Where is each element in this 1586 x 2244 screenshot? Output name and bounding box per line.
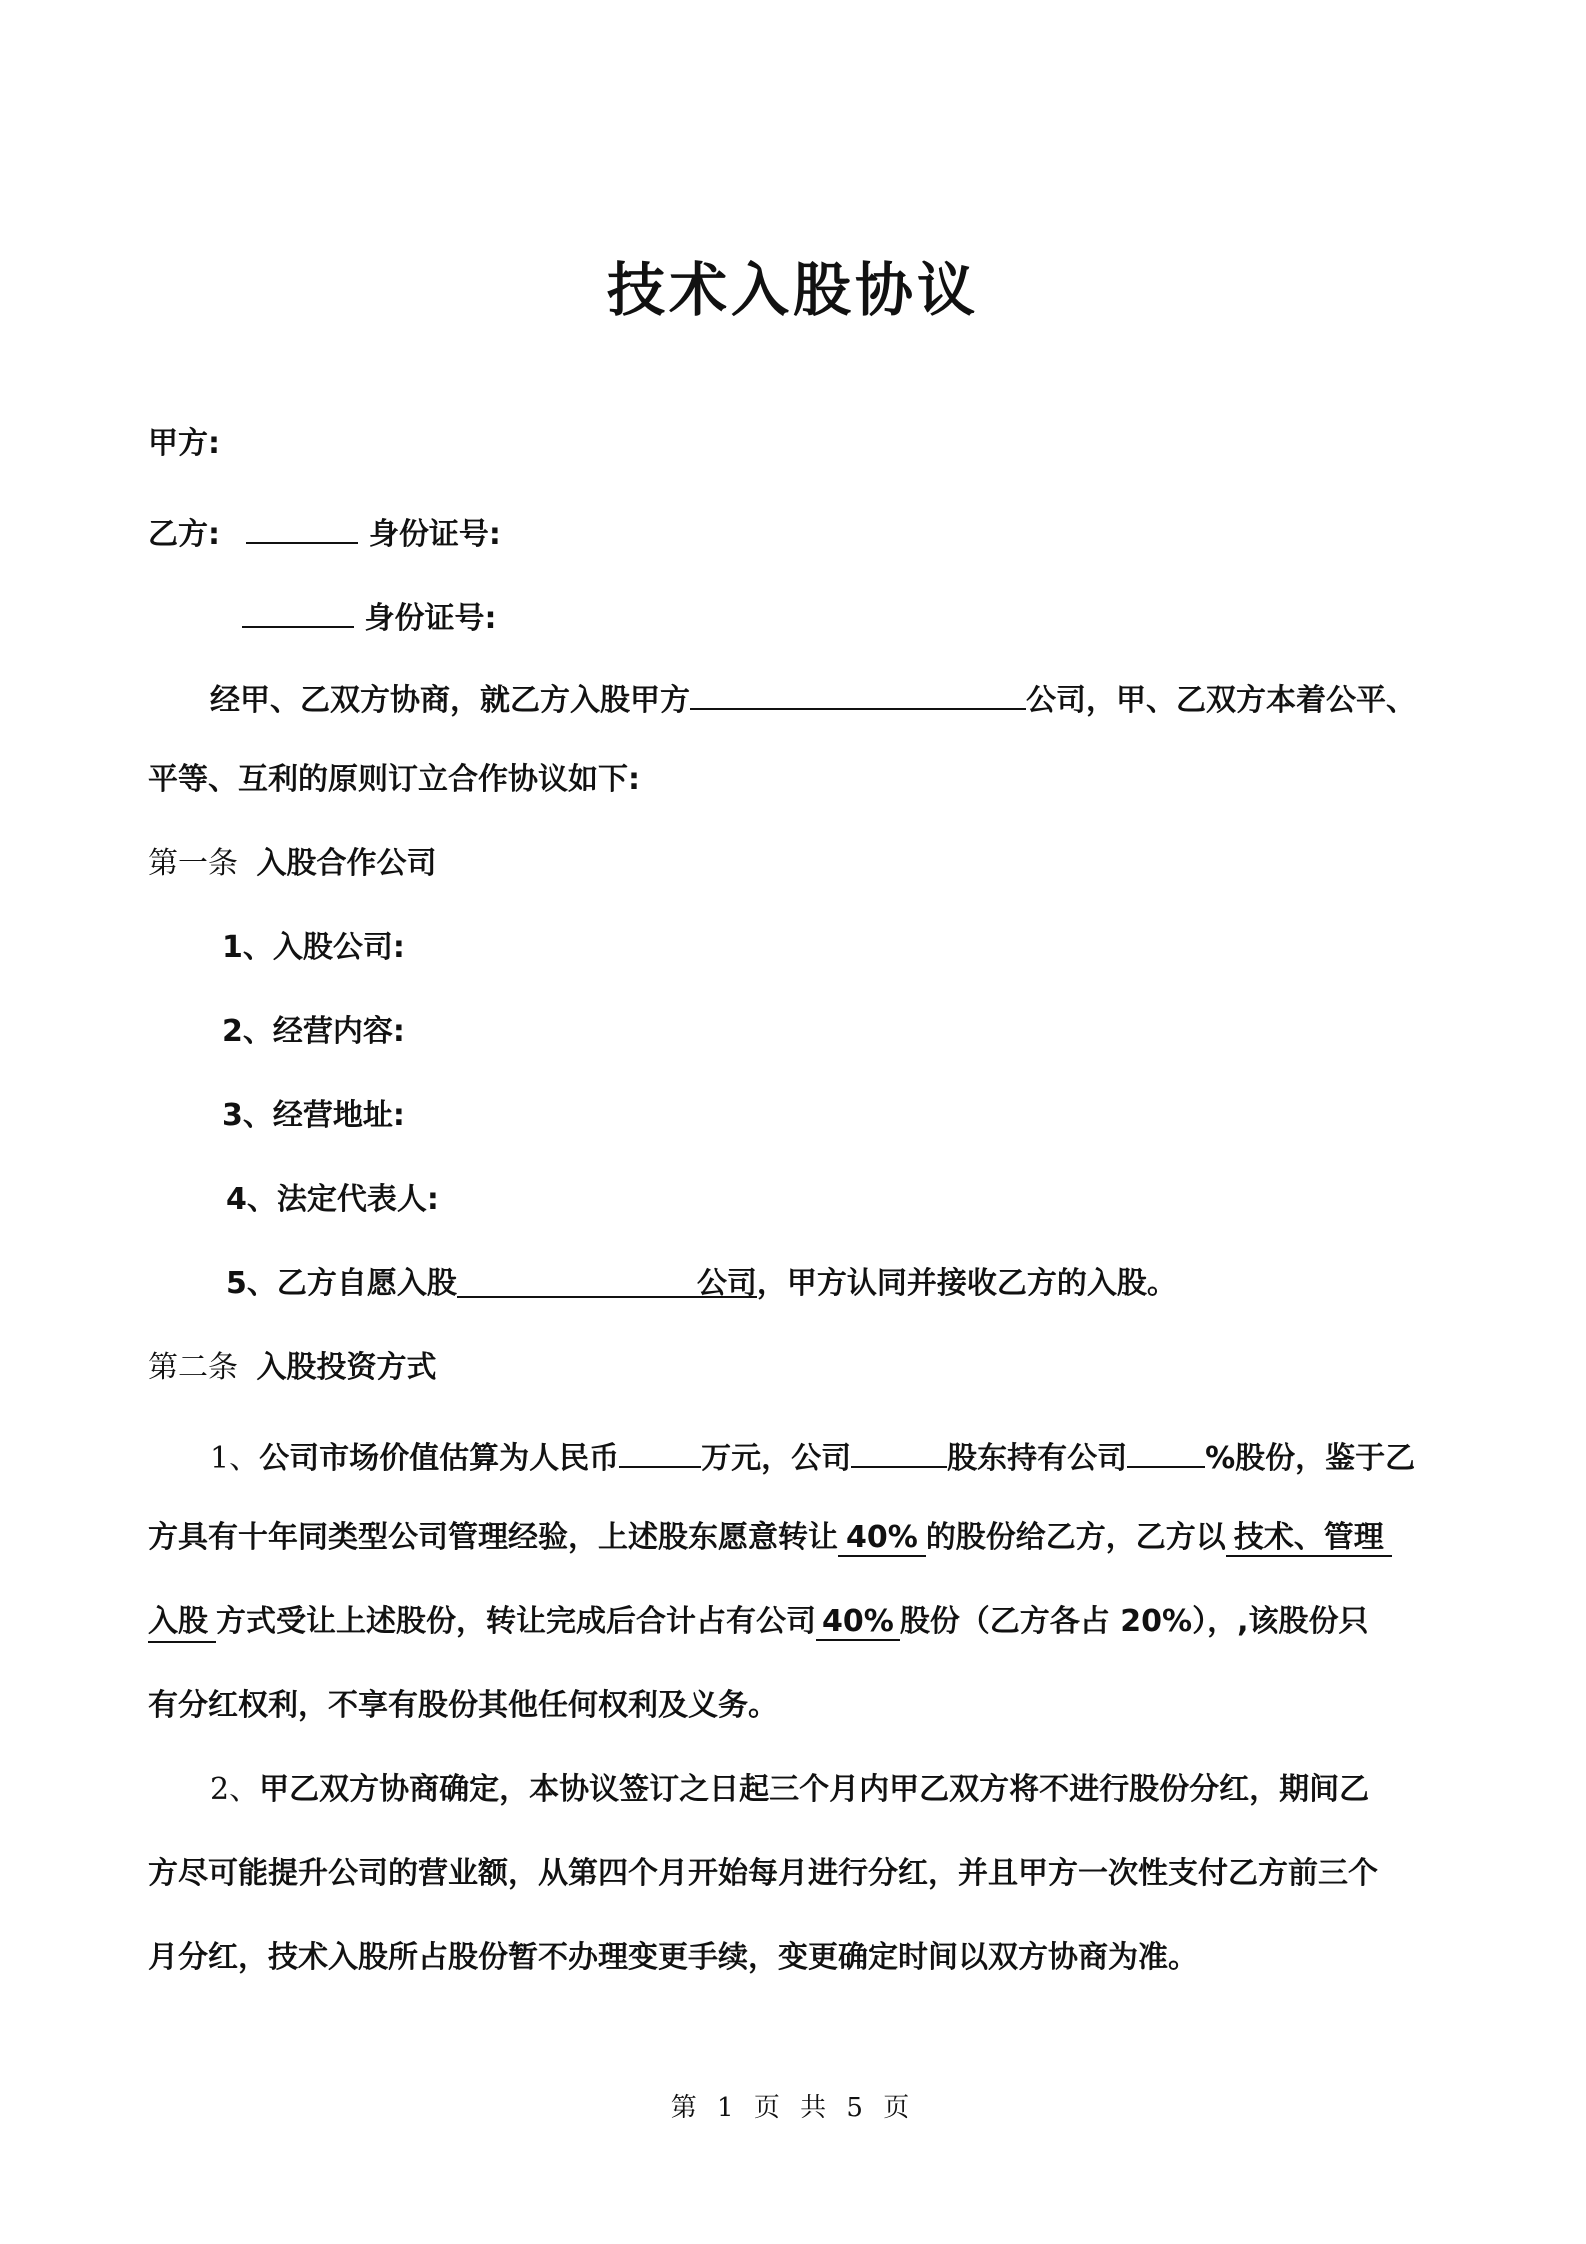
party-a-line (148, 420, 220, 468)
shareholder-blank (851, 1430, 947, 1468)
para-2-line-3: 月分红，技术入股所占股份暂不办理变更手续，变更确定时间以双方协商为准。 (148, 1940, 1198, 1975)
item-5-company-blank (457, 1260, 757, 1301)
para-1-text-b: 万元，公司 (701, 1441, 852, 1476)
para-1-line-3-text-b: 方式受让上述股份，转让完成后合计占有公司 (216, 1604, 816, 1639)
para-1-text-a: 公司市场价值估算为人民币 (259, 1441, 620, 1476)
article-1-item-2: 2、经营内容: (222, 1014, 405, 1049)
article-2-number: 第二条 (148, 1350, 238, 1385)
para-1-line-1 (210, 1430, 1415, 1483)
article-1-number: 第一条 (148, 846, 238, 881)
party-a-label: 甲方: (148, 426, 220, 461)
para-1-text-c: 股东持有公司 (947, 1441, 1128, 1476)
para-1-line-2-text-a: 方具有十年同类型公司管理经验，上述股东愿意转让 (148, 1520, 838, 1555)
party-b-name-blank (246, 506, 358, 544)
party-b-second-line (242, 590, 496, 643)
para-1-number: 1、 (210, 1441, 260, 1476)
para-1-text-d: %股份，鉴于乙 (1205, 1441, 1416, 1476)
intro-text-a: 经甲、乙双方协商，就乙方入股甲方 (210, 683, 690, 718)
article-1-heading (148, 840, 436, 888)
para-1-line-2 (148, 1514, 1392, 1562)
party-b-label: 乙方: (148, 517, 220, 552)
item-5-company-text: 公司 (696, 1266, 757, 1301)
article-1-item-3: 3、经营地址: (222, 1098, 405, 1133)
para-2-text-1: 甲乙双方协商确定，本协议签订之日起三个月内甲乙双方将不进行股份分红，期间乙 (259, 1772, 1370, 1807)
document-title: 技术入股协议 (606, 256, 979, 324)
article-1-item-1: 1、入股公司: (222, 930, 405, 965)
market-value-blank (619, 1430, 701, 1468)
item-5-text-a: 5、乙方自愿入股 (226, 1266, 457, 1301)
para-1-line-3-text-c: 股份（乙方各占 20%），,该股份只 (899, 1604, 1369, 1639)
para-2-line-1 (210, 1766, 1369, 1814)
para-1-line-3 (148, 1598, 1368, 1646)
intro-line-1 (210, 672, 1416, 725)
para-2-line-2: 方尽可能提升公司的营业额，从第四个月开始每月进行分红，并且甲方一次性支付乙方前三个 (148, 1856, 1378, 1891)
intro-company-blank (690, 672, 1026, 710)
total-percent: 40% (816, 1604, 900, 1641)
party-b-second-id-label: 身份证号: (364, 601, 497, 636)
item-5-text-c: ，甲方认同并接收乙方的入股。 (756, 1266, 1177, 1301)
article-1-title: 入股合作公司 (256, 846, 437, 881)
intro-line-2: 平等、互利的原则订立合作协议如下: (148, 762, 640, 797)
para-1-line-4: 有分红权利，不享有股份其他任何权利及义务。 (148, 1688, 778, 1723)
party-b-line (148, 506, 501, 559)
intro-text-b: 公司，甲、乙双方本着公平、 (1026, 683, 1416, 718)
para-2-number: 2、 (210, 1772, 260, 1807)
contribution-method-b: 入股 (148, 1604, 216, 1643)
article-1-item-5 (226, 1260, 1177, 1308)
party-b-id-label: 身份证号: (368, 517, 501, 552)
article-2-heading (148, 1344, 436, 1392)
page-footer: 第 1 页 共 5 页 (670, 2093, 916, 2123)
contribution-method-a: 技术、管理 (1226, 1520, 1392, 1557)
percent-blank (1127, 1430, 1205, 1468)
article-1-item-4: 4、法定代表人: (226, 1182, 439, 1217)
party-b-second-name-blank (242, 590, 354, 628)
article-2-title: 入股投资方式 (256, 1350, 437, 1385)
para-1-line-2-text-b: 的股份给乙方，乙方以 (925, 1520, 1226, 1555)
transfer-percent: 40% (838, 1520, 926, 1557)
